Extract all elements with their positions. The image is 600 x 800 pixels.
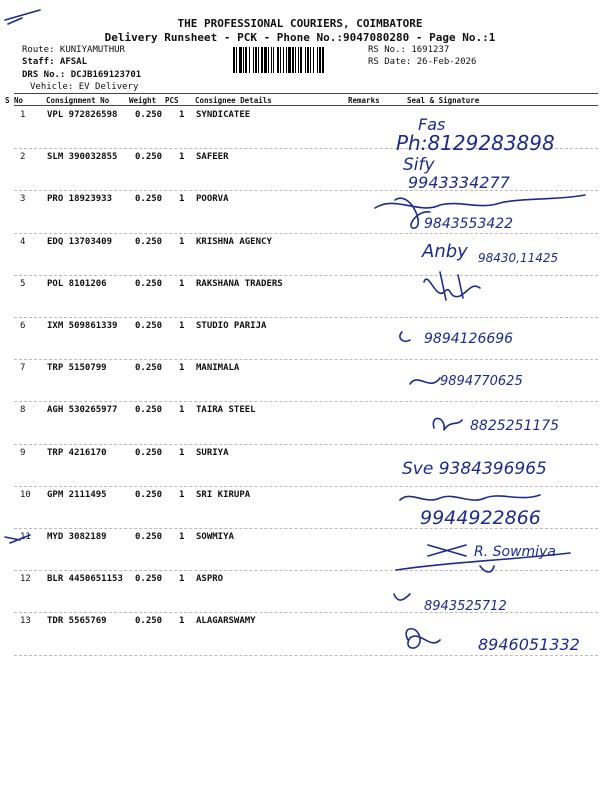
rs-date: RS Date: 26-Feb-2026 bbox=[368, 57, 477, 67]
row-weight: 0.250 bbox=[135, 489, 163, 500]
hw-row13: 8946051332 bbox=[478, 635, 580, 654]
hw-row7: 9894770625 bbox=[440, 374, 523, 389]
row-weight: 0.250 bbox=[135, 363, 163, 374]
row-weight: 0.250 bbox=[135, 152, 163, 163]
row-weight: 0.250 bbox=[135, 532, 163, 542]
signature-row13-mark bbox=[406, 629, 440, 648]
row-pcs: 1 bbox=[179, 278, 185, 289]
row-sno: 11 bbox=[20, 532, 31, 542]
row-sno: 9 bbox=[20, 447, 26, 458]
hw-row8: 8825251175 bbox=[470, 418, 560, 434]
stray-mark bbox=[5, 10, 40, 24]
hw-row2-a: Sify bbox=[403, 155, 435, 175]
row-pcs: 1 bbox=[179, 194, 185, 205]
row-consignment-no: VPL 972826598 bbox=[47, 110, 118, 120]
row-consignment-no: TRP 4216170 bbox=[47, 447, 107, 458]
row-consignment-no: TRP 5150799 bbox=[47, 363, 107, 374]
row-weight: 0.250 bbox=[135, 447, 163, 458]
row-consignee: SOWMIYA bbox=[196, 532, 234, 542]
hw-row9: Sve 9384396965 bbox=[402, 459, 547, 479]
hw-row6: 9894126696 bbox=[424, 331, 514, 347]
row-consignment-no: PRO 18923933 bbox=[47, 194, 113, 205]
hw-row1-a: Fas bbox=[418, 115, 446, 134]
row-pcs: 1 bbox=[179, 574, 185, 585]
signature-row10-scrawl bbox=[400, 495, 540, 500]
row-consignee: MANIMALA bbox=[196, 363, 240, 374]
hw-row3: 9843553422 bbox=[424, 216, 514, 232]
col-header-pcs: PCS bbox=[165, 96, 179, 105]
row-consignee: SURIYA bbox=[196, 447, 229, 458]
col-header-consignment: Consignment No bbox=[46, 96, 110, 105]
row-weight: 0.250 bbox=[135, 110, 163, 120]
row-pcs: 1 bbox=[179, 447, 185, 458]
row-pcs: 1 bbox=[179, 616, 185, 627]
row-pcs: 1 bbox=[179, 110, 185, 120]
row-pcs: 1 bbox=[179, 321, 185, 331]
row-weight: 0.250 bbox=[135, 236, 163, 247]
col-header-sno: S No bbox=[5, 96, 24, 105]
hw-row4-a: Anby bbox=[422, 241, 468, 262]
row-sno: 3 bbox=[20, 194, 26, 205]
row-consignment-no: SLM 390032855 bbox=[47, 152, 118, 163]
row-weight: 0.250 bbox=[135, 574, 163, 585]
hw-row1-b: Ph:8129283898 bbox=[396, 131, 555, 155]
row-consignment-no: EDQ 13703409 bbox=[47, 236, 113, 247]
row-consignee: SAFEER bbox=[196, 152, 229, 163]
runsheet-subtitle: Delivery Runsheet - PCK - Phone No.:9047080280 - Page No.:1 bbox=[104, 31, 496, 44]
signature-row6-mark bbox=[400, 332, 410, 341]
col-header-signature: Seal & Signature bbox=[407, 96, 480, 105]
hw-row10: 9944922866 bbox=[420, 507, 541, 529]
row-sno: 12 bbox=[20, 574, 31, 585]
col-header-weight: Weight bbox=[129, 96, 157, 105]
hw-row2-b: 9943334277 bbox=[408, 173, 510, 192]
signature-row3-scrawl bbox=[375, 195, 585, 208]
row-consignee: ALAGARSWAMY bbox=[196, 616, 256, 627]
row-consignment-no: GPM 2111495 bbox=[47, 489, 107, 500]
row-weight: 0.250 bbox=[135, 616, 163, 627]
row-sno: 7 bbox=[20, 363, 26, 374]
vehicle-label: Vehicle: EV Delivery bbox=[30, 82, 139, 92]
row-consignment-no: BLR 4450651153 bbox=[47, 574, 123, 585]
route-label: Route: KUNIYAMUTHUR bbox=[22, 45, 125, 55]
signature-row7-mark bbox=[410, 378, 440, 384]
row-consignee: STUDIO PARIJA bbox=[196, 321, 267, 331]
signature-row5 bbox=[424, 279, 480, 297]
col-header-consignee: Consignee Details bbox=[195, 96, 272, 105]
row-sno: 10 bbox=[20, 489, 31, 500]
signature-row12-mark bbox=[394, 594, 410, 600]
row-sno: 6 bbox=[20, 321, 26, 331]
row-pcs: 1 bbox=[179, 532, 185, 542]
signature-row8-mark bbox=[433, 418, 462, 430]
row-consignee: KRISHNA AGENCY bbox=[196, 236, 272, 247]
row-consignment-no: MYD 3082189 bbox=[47, 532, 107, 542]
strikethrough-row11 bbox=[428, 545, 466, 556]
rs-number: RS No.: 1691237 bbox=[368, 45, 450, 55]
stray-mark-row11 bbox=[5, 535, 30, 543]
row-sno: 13 bbox=[20, 616, 31, 627]
row-consignment-no: TDR 5565769 bbox=[47, 616, 107, 627]
row-weight: 0.250 bbox=[135, 194, 163, 205]
row-consignee: TAIRA STEEL bbox=[196, 405, 256, 416]
hw-row11: R. Sowmiya bbox=[474, 544, 556, 560]
row-pcs: 1 bbox=[179, 152, 185, 163]
row-pcs: 1 bbox=[179, 489, 185, 500]
row-consignee: RAKSHANA TRADERS bbox=[196, 278, 283, 289]
row-consignment-no: POL 8101206 bbox=[47, 278, 107, 289]
row-weight: 0.250 bbox=[135, 405, 163, 416]
row-consignee: SYNDICATEE bbox=[196, 110, 251, 120]
row-consignee: POORVA bbox=[196, 194, 229, 205]
row-consignment-no: AGH 530265977 bbox=[47, 405, 118, 416]
row-sno: 5 bbox=[20, 278, 26, 289]
row-consignee: SRI KIRUPA bbox=[196, 489, 251, 500]
company-title: THE PROFESSIONAL COURIERS, COIMBATORE bbox=[177, 17, 423, 30]
row-weight: 0.250 bbox=[135, 278, 163, 289]
row-pcs: 1 bbox=[179, 236, 185, 247]
hw-row12: 8943525712 bbox=[424, 599, 507, 614]
drs-number: DRS No.: DCJB169123701 bbox=[22, 70, 142, 80]
row-weight: 0.250 bbox=[135, 321, 163, 331]
row-consignment-no: IXM 509861339 bbox=[47, 321, 118, 331]
staff-label: Staff: AFSAL bbox=[22, 57, 88, 67]
row-pcs: 1 bbox=[179, 363, 185, 374]
row-sno: 8 bbox=[20, 405, 26, 416]
hw-row4-b: 98430,11425 bbox=[478, 251, 559, 265]
row-sno: 2 bbox=[20, 152, 26, 163]
col-header-remarks: Remarks bbox=[348, 96, 380, 105]
row-sno: 1 bbox=[20, 110, 26, 120]
row-consignee: ASPRO bbox=[196, 574, 224, 585]
row-sno: 4 bbox=[20, 236, 26, 247]
row-pcs: 1 bbox=[179, 405, 185, 416]
